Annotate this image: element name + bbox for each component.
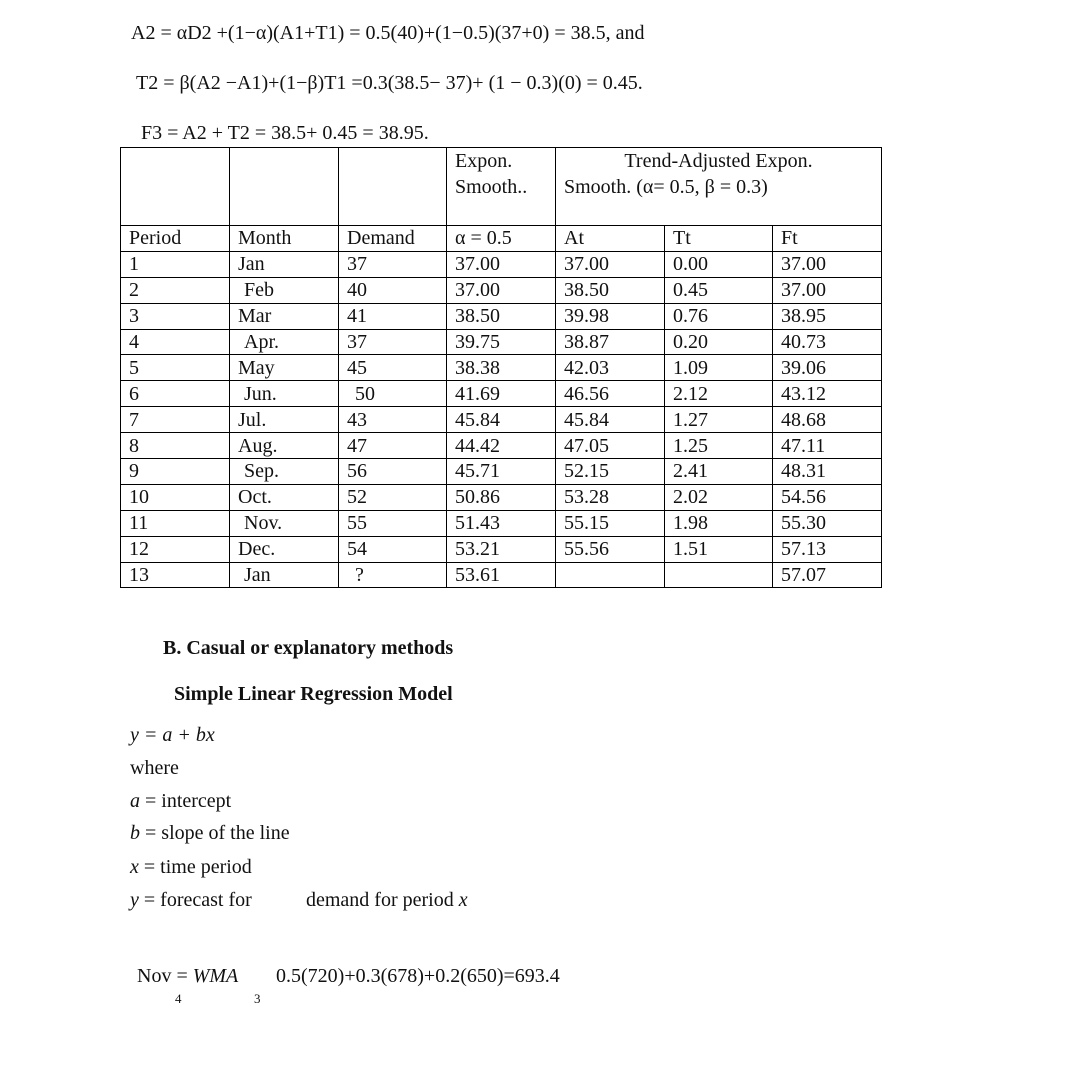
table-cell: 39.98 [556,303,665,329]
column-header: Ft [773,226,882,252]
equation-t2: T2 = β(A2 −A1)+(1−β)T1 =0.3(38.5− 37)+ (1 − 0.3)(0) = 0.45. [136,72,643,94]
table-cell: 52.15 [556,459,665,485]
table-cell: 1.98 [665,510,773,536]
wma-rhs: 0.5(720)+0.3(678)+0.2(650)=693.4 [276,965,560,987]
column-header: α = 0.5 [447,226,556,252]
table-cell: May [230,355,339,381]
table-cell: 0.45 [665,277,773,303]
table-cell: 56 [339,459,447,485]
table-cell: 7 [121,407,230,433]
definition-symbol: a [130,790,140,812]
table-cell: 54 [339,536,447,562]
table-cell: 1.51 [665,536,773,562]
table-cell: Jun. [230,381,339,407]
table-cell: 3 [121,303,230,329]
table-cell: 6 [121,381,230,407]
table-cell: 55 [339,510,447,536]
table-cell: 45.84 [556,407,665,433]
table-cell: 53.61 [447,562,556,588]
table-row [121,484,882,510]
table-cell: 55.56 [556,536,665,562]
table-cell [665,562,773,588]
definition-forecast [130,889,252,912]
table-cell: 47 [339,433,447,459]
table-cell: Sep. [230,459,339,485]
table-cell: ? [339,562,447,588]
group-header-expon-line2: Smooth.. [455,176,528,198]
table-cell: 54.56 [773,484,882,510]
definition-slope [130,822,290,845]
table-cell: 47.11 [773,433,882,459]
table-cell: 8 [121,433,230,459]
table-cell: 37 [339,251,447,277]
table-cell: 41.69 [447,381,556,407]
table-cell: 55.15 [556,510,665,536]
table-cell: 11 [121,510,230,536]
wma-lhs-subscript: 4 [175,991,182,1006]
table-row [121,433,882,459]
table-cell: 42.03 [556,355,665,381]
table-cell: 2.12 [665,381,773,407]
table-cell: 4 [121,329,230,355]
table-cell: Jan [230,562,339,588]
table-cell: 52 [339,484,447,510]
table-cell: Apr. [230,329,339,355]
table-cell: 2.02 [665,484,773,510]
table-cell: 45 [339,355,447,381]
table-cell: 1.09 [665,355,773,381]
wma-function: WMA [192,965,239,987]
table-cell [556,562,665,588]
table-cell: 1.27 [665,407,773,433]
table-cell: 2 [121,277,230,303]
table-row [121,251,882,277]
regression-where: where [130,757,179,779]
column-header: Period [121,226,230,252]
table-row [121,510,882,536]
table-cell: 39.75 [447,329,556,355]
table-cell: 38.38 [447,355,556,381]
table-group-header [121,148,882,226]
table-cell: Mar [230,303,339,329]
table-cell: 37.00 [447,251,556,277]
table-cell: 51.43 [447,510,556,536]
table-row [121,562,882,588]
table-cell: 0.00 [665,251,773,277]
definition-time-period [130,856,252,879]
table-cell: 50 [339,381,447,407]
table-cell: 57.13 [773,536,882,562]
definition-symbol: x [130,856,139,878]
table-cell: 37.00 [773,277,882,303]
table-cell: Jan [230,251,339,277]
table-cell: 53.28 [556,484,665,510]
table-cell: Oct. [230,484,339,510]
table-cell: 37 [339,329,447,355]
table-cell: 37.00 [556,251,665,277]
group-header-trend-line2: Smooth. (α= 0.5, β = 0.3) [564,176,768,198]
table-cell: Jul. [230,407,339,433]
table-cell: 0.76 [665,303,773,329]
definition-text: = forecast for [138,889,252,911]
definition-symbol: y [130,889,139,911]
table-cell: Feb [230,277,339,303]
forecast-table [120,147,882,588]
table-cell: 43 [339,407,447,433]
table-cell: 55.30 [773,510,882,536]
table-cell: 2.41 [665,459,773,485]
table-cell: 12 [121,536,230,562]
definition-text: = time period [138,856,252,878]
definition-text: = intercept [140,790,232,812]
table-cell: 37.00 [773,251,882,277]
table-row [121,277,882,303]
equation-f3: F3 = A2 + T2 = 38.5+ 0.45 = 38.95. [141,122,429,144]
column-header: Tt [665,226,773,252]
table-cell: 37.00 [447,277,556,303]
table-cell: 9 [121,459,230,485]
table-row [121,381,882,407]
table-cell: 45.71 [447,459,556,485]
table-cell: 40 [339,277,447,303]
section-heading: B. Casual or explanatory methods [163,637,454,659]
table-cell: 48.31 [773,459,882,485]
table-cell: 43.12 [773,381,882,407]
table-row [121,329,882,355]
column-header: At [556,226,665,252]
definition-text: = slope of the line [140,822,290,844]
group-header-trend-line1: Trend-Adjusted Expon. [624,150,813,172]
table-cell: 38.87 [556,329,665,355]
table-row [121,355,882,381]
table-cell: 10 [121,484,230,510]
table-row [121,536,882,562]
table-cell: 53.21 [447,536,556,562]
table-cell: 50.86 [447,484,556,510]
definition-forecast-demand [306,889,468,912]
table-cell: 40.73 [773,329,882,355]
table-row [121,303,882,329]
table-cell: Dec. [230,536,339,562]
table-row [121,407,882,433]
definition-symbol: b [130,822,140,844]
definition-intercept [130,790,231,813]
table-cell: 57.07 [773,562,882,588]
demand-text: demand for period [306,889,459,911]
wma-equation [137,965,238,988]
table-cell: 5 [121,355,230,381]
table-cell: 47.05 [556,433,665,459]
table-cell: 41 [339,303,447,329]
wma-lhs: Nov [137,965,172,987]
table-cell: 45.84 [447,407,556,433]
table-cell: 13 [121,562,230,588]
table-cell: 1 [121,251,230,277]
demand-variable: x [458,889,468,911]
table-cell: 48.68 [773,407,882,433]
table-cell: Aug. [230,433,339,459]
table-column-header [121,226,882,252]
table-cell: 0.20 [665,329,773,355]
group-header-expon [447,148,556,226]
wma-equals: = [171,965,193,987]
table-cell: 38.95 [773,303,882,329]
table-cell: 39.06 [773,355,882,381]
section-subheading: Simple Linear Regression Model [174,683,453,705]
table-cell: 44.42 [447,433,556,459]
equation-a2: A2 = αD2 +(1−α)(A1+T1) = 0.5(40)+(1−0.5)(37+0) = 38.5, and [131,22,645,44]
table-row [121,459,882,485]
column-header: Demand [339,226,447,252]
table-cell: 46.56 [556,381,665,407]
group-header-trend [556,148,882,226]
group-header-expon-line1: Expon. [455,150,513,172]
regression-model: y = a + bx [130,724,215,746]
column-header: Month [230,226,339,252]
table-cell: 38.50 [447,303,556,329]
table-cell: 1.25 [665,433,773,459]
table-cell: 38.50 [556,277,665,303]
table-cell: Nov. [230,510,339,536]
wma-function-subscript: 3 [254,991,261,1006]
